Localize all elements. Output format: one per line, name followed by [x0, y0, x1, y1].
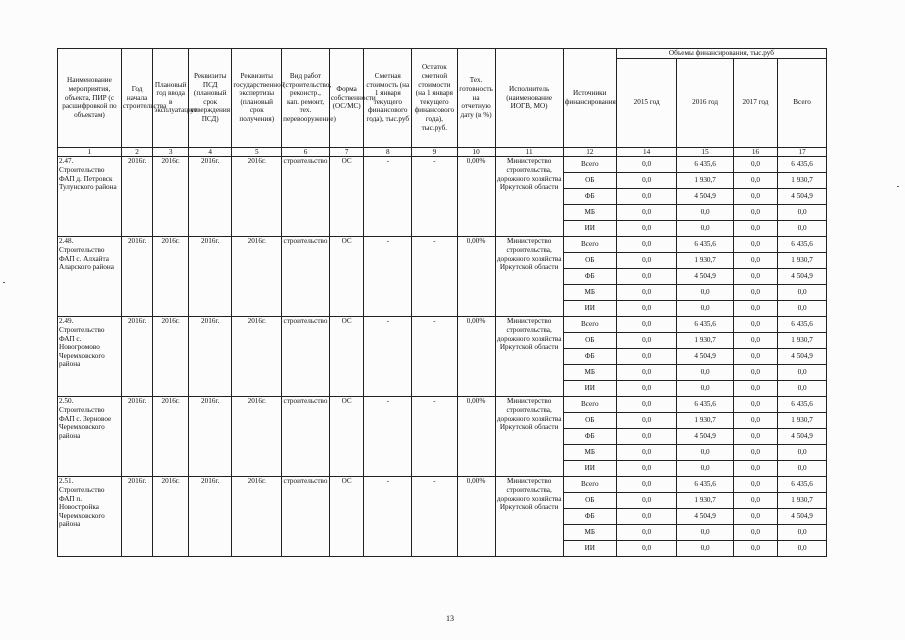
value-2016: 4 504,9: [677, 269, 733, 285]
value-2017: 0,0: [733, 477, 777, 493]
expertise-date: 2016г.: [232, 157, 282, 237]
table-body: [58, 157, 827, 557]
value-2017: 0,0: [733, 493, 777, 509]
column-number: 17: [778, 147, 827, 157]
value-2016: 4 504,9: [677, 349, 733, 365]
value-2015: 0,0: [616, 381, 677, 397]
value-2017: 0,0: [733, 461, 777, 477]
value-2016: 4 504,9: [677, 509, 733, 525]
table-row: [58, 397, 827, 413]
value-total: 6 435,6: [778, 477, 827, 493]
start-year: 2016г.: [121, 157, 152, 237]
value-total: 0,0: [778, 525, 827, 541]
expertise-date: 2016г.: [232, 317, 282, 397]
header-psd: Реквизиты ПСД (плановый срок утверждения ПСД): [189, 49, 232, 148]
value-2015: 0,0: [616, 301, 677, 317]
value-2015: 0,0: [616, 237, 677, 253]
header-ownership: Форма собственности (ОС/МС): [329, 49, 364, 148]
planned-year: 2016г.: [153, 237, 189, 317]
value-total: 1 930,7: [778, 253, 827, 269]
funding-source: МБ: [563, 525, 616, 541]
table-row: [58, 157, 827, 173]
value-2015: 0,0: [616, 493, 677, 509]
page-number: 13: [446, 614, 454, 623]
funding-source: Всего: [563, 397, 616, 413]
readiness: 0,00%: [457, 157, 495, 237]
estimated-cost: -: [364, 397, 412, 477]
header-total: Всего: [778, 58, 827, 147]
column-number: 3: [153, 147, 189, 157]
value-2015: 0,0: [616, 445, 677, 461]
value-2015: 0,0: [616, 365, 677, 381]
funding-source: ИИ: [563, 301, 616, 317]
value-total: 0,0: [778, 221, 827, 237]
expertise-date: 2016г.: [232, 237, 282, 317]
psd-date: 2016г.: [189, 397, 232, 477]
funding-source: МБ: [563, 285, 616, 301]
value-2017: 0,0: [733, 221, 777, 237]
funding-source: ИИ: [563, 221, 616, 237]
value-total: 0,0: [778, 445, 827, 461]
table-row: [58, 237, 827, 253]
funding-source: ФБ: [563, 189, 616, 205]
funding-source: Всего: [563, 317, 616, 333]
start-year: 2016г.: [121, 317, 152, 397]
value-total: 6 435,6: [778, 397, 827, 413]
value-2017: 0,0: [733, 317, 777, 333]
value-2017: 0,0: [733, 349, 777, 365]
column-number: 15: [677, 147, 733, 157]
value-2017: 0,0: [733, 381, 777, 397]
value-2015: 0,0: [616, 189, 677, 205]
header-remaining-cost: Остаток сметной стоимости (на 1 января текущего финансового года), тыс.руб.: [412, 49, 457, 148]
value-2015: 0,0: [616, 269, 677, 285]
executor: Министерство строительства, дорожного хозяйства Иркутской области: [495, 157, 563, 237]
value-2016: 1 930,7: [677, 413, 733, 429]
value-2015: 0,0: [616, 541, 677, 557]
value-2016: 6 435,6: [677, 157, 733, 173]
funding-source: ОБ: [563, 173, 616, 189]
header-executor: Исполнитель (наименование ИОГВ, МО): [495, 49, 563, 148]
value-2015: 0,0: [616, 285, 677, 301]
column-number: 6: [282, 147, 330, 157]
funding-source: ФБ: [563, 349, 616, 365]
value-2015: 0,0: [616, 205, 677, 221]
value-2015: 0,0: [616, 317, 677, 333]
value-total: 4 504,9: [778, 509, 827, 525]
value-2016: 0,0: [677, 461, 733, 477]
financing-table: [57, 48, 827, 557]
ownership: ОС: [329, 157, 364, 237]
value-2016: 1 930,7: [677, 333, 733, 349]
value-2015: 0,0: [616, 477, 677, 493]
ownership: ОС: [329, 477, 364, 557]
value-2016: 1 930,7: [677, 253, 733, 269]
readiness: 0,00%: [457, 317, 495, 397]
value-2017: 0,0: [733, 541, 777, 557]
value-2017: 0,0: [733, 333, 777, 349]
remaining-cost: -: [412, 477, 457, 557]
ownership: ОС: [329, 317, 364, 397]
value-2015: 0,0: [616, 429, 677, 445]
work-type: строительство: [282, 397, 330, 477]
table-row: [58, 317, 827, 333]
header-expertise: Реквизиты государственной экспертизы (плановый срок получения): [232, 49, 282, 148]
object-name: 2.49. Строительство ФАП с. Новогромово Черемховского района: [58, 317, 122, 397]
value-2015: 0,0: [616, 509, 677, 525]
work-type: строительство: [282, 157, 330, 237]
value-2017: 0,0: [733, 237, 777, 253]
value-total: 4 504,9: [778, 269, 827, 285]
value-total: 6 435,6: [778, 237, 827, 253]
psd-date: 2016г.: [189, 317, 232, 397]
value-2016: 0,0: [677, 525, 733, 541]
start-year: 2016г.: [121, 237, 152, 317]
planned-year: 2016г.: [153, 317, 189, 397]
column-number: 2: [121, 147, 152, 157]
value-total: 4 504,9: [778, 349, 827, 365]
remaining-cost: -: [412, 157, 457, 237]
funding-source: Всего: [563, 157, 616, 173]
value-2017: 0,0: [733, 157, 777, 173]
expertise-date: 2016г.: [232, 477, 282, 557]
header-readiness: Тех. готовность на отчетную дату (в %): [457, 49, 495, 148]
header-funding: Объемы финансирования, тыс.руб: [616, 49, 826, 59]
column-number-row: [58, 147, 827, 157]
funding-source: МБ: [563, 445, 616, 461]
funding-source: Всего: [563, 237, 616, 253]
planned-year: 2016г.: [153, 397, 189, 477]
funding-source: ОБ: [563, 333, 616, 349]
column-number: 4: [189, 147, 232, 157]
ownership: ОС: [329, 397, 364, 477]
value-2015: 0,0: [616, 525, 677, 541]
value-2017: 0,0: [733, 429, 777, 445]
object-name: 2.47. Строительство ФАП д. Петровск Тулунского района: [58, 157, 122, 237]
value-2017: 0,0: [733, 445, 777, 461]
value-2016: 0,0: [677, 205, 733, 221]
column-number: 16: [733, 147, 777, 157]
value-total: 4 504,9: [778, 189, 827, 205]
executor: Министерство строительства, дорожного хозяйства Иркутской области: [495, 317, 563, 397]
header-planned-year: Плановый год ввода в эксплуатацию: [153, 49, 189, 148]
value-2016: 0,0: [677, 301, 733, 317]
value-total: 1 930,7: [778, 413, 827, 429]
readiness: 0,00%: [457, 237, 495, 317]
value-total: 1 930,7: [778, 493, 827, 509]
column-number: 14: [616, 147, 677, 157]
value-2016: 1 930,7: [677, 173, 733, 189]
ownership: ОС: [329, 237, 364, 317]
value-2017: 0,0: [733, 189, 777, 205]
value-2016: 0,0: [677, 285, 733, 301]
value-2017: 0,0: [733, 253, 777, 269]
value-total: 6 435,6: [778, 317, 827, 333]
table-header: [58, 49, 827, 157]
planned-year: 2016г.: [153, 477, 189, 557]
value-total: 4 504,9: [778, 429, 827, 445]
remaining-cost: -: [412, 317, 457, 397]
scan-mark-left: [3, 282, 5, 283]
work-type: строительство: [282, 317, 330, 397]
work-type: строительство: [282, 237, 330, 317]
value-2016: 0,0: [677, 541, 733, 557]
value-total: 0,0: [778, 285, 827, 301]
value-2017: 0,0: [733, 413, 777, 429]
estimated-cost: -: [364, 477, 412, 557]
header-sources: Источники финансирования: [563, 49, 616, 148]
value-2015: 0,0: [616, 221, 677, 237]
psd-date: 2016г.: [189, 157, 232, 237]
estimated-cost: -: [364, 157, 412, 237]
executor: Министерство строительства, дорожного хозяйства Иркутской области: [495, 477, 563, 557]
header-name: Наименование мероприятия, объекта, ПИР (с расшифровкой по объектам): [58, 49, 122, 148]
value-2016: 6 435,6: [677, 237, 733, 253]
funding-source: ИИ: [563, 541, 616, 557]
value-2017: 0,0: [733, 509, 777, 525]
value-2015: 0,0: [616, 253, 677, 269]
value-total: 0,0: [778, 205, 827, 221]
estimated-cost: -: [364, 317, 412, 397]
value-total: 1 930,7: [778, 173, 827, 189]
object-name: 2.48. Строительство ФАП с. Алхайта Аларского района: [58, 237, 122, 317]
funding-source: ФБ: [563, 429, 616, 445]
value-2015: 0,0: [616, 173, 677, 189]
start-year: 2016г.: [121, 477, 152, 557]
header-2015: 2015 год: [616, 58, 677, 147]
funding-source: ИИ: [563, 381, 616, 397]
value-2016: 6 435,6: [677, 317, 733, 333]
value-total: 6 435,6: [778, 157, 827, 173]
estimated-cost: -: [364, 237, 412, 317]
psd-date: 2016г.: [189, 237, 232, 317]
executor: Министерство строительства, дорожного хозяйства Иркутской области: [495, 237, 563, 317]
value-2016: 0,0: [677, 365, 733, 381]
value-2016: 4 504,9: [677, 429, 733, 445]
value-2016: 0,0: [677, 381, 733, 397]
header-start-year: Год начала строительства: [121, 49, 152, 148]
start-year: 2016г.: [121, 397, 152, 477]
value-2017: 0,0: [733, 285, 777, 301]
value-2016: 0,0: [677, 445, 733, 461]
value-2015: 0,0: [616, 413, 677, 429]
column-number: 1: [58, 147, 122, 157]
value-total: 0,0: [778, 365, 827, 381]
column-number: 5: [232, 147, 282, 157]
work-type: строительство: [282, 477, 330, 557]
psd-date: 2016г.: [189, 477, 232, 557]
value-2017: 0,0: [733, 365, 777, 381]
funding-source: МБ: [563, 205, 616, 221]
funding-source: ОБ: [563, 413, 616, 429]
object-name: 2.51. Строительство ФАП п. Новостройка Черемховского района: [58, 477, 122, 557]
header-estimated-cost: Сметная стоимость (на 1 января текущего финансового года), тыс.руб: [364, 49, 412, 148]
funding-source: ФБ: [563, 269, 616, 285]
value-2017: 0,0: [733, 397, 777, 413]
value-total: 0,0: [778, 381, 827, 397]
header-2016: 2016 год: [677, 58, 733, 147]
funding-source: ИИ: [563, 461, 616, 477]
object-name: 2.50. Строительство ФАП с. Зерновое Черемховского района: [58, 397, 122, 477]
value-total: 1 930,7: [778, 333, 827, 349]
header-work-type: Вид работ (строительство, реконстр., кап. ремонт, тех. перевооружение): [282, 49, 330, 148]
column-number: 11: [495, 147, 563, 157]
readiness: 0,00%: [457, 397, 495, 477]
value-2016: 6 435,6: [677, 477, 733, 493]
value-2015: 0,0: [616, 461, 677, 477]
funding-source: МБ: [563, 365, 616, 381]
value-2016: 1 930,7: [677, 493, 733, 509]
funding-source: ФБ: [563, 509, 616, 525]
readiness: 0,00%: [457, 477, 495, 557]
value-total: 0,0: [778, 541, 827, 557]
column-number: 10: [457, 147, 495, 157]
funding-source: Всего: [563, 477, 616, 493]
planned-year: 2016г.: [153, 157, 189, 237]
value-2017: 0,0: [733, 525, 777, 541]
funding-source: ОБ: [563, 493, 616, 509]
remaining-cost: -: [412, 397, 457, 477]
value-total: 0,0: [778, 461, 827, 477]
value-2017: 0,0: [733, 205, 777, 221]
value-2015: 0,0: [616, 349, 677, 365]
value-2017: 0,0: [733, 269, 777, 285]
expertise-date: 2016г.: [232, 397, 282, 477]
column-number: 9: [412, 147, 457, 157]
value-2015: 0,0: [616, 397, 677, 413]
column-number: 7: [329, 147, 364, 157]
value-2016: 4 504,9: [677, 189, 733, 205]
value-2017: 0,0: [733, 301, 777, 317]
table-row: [58, 477, 827, 493]
header-2017: 2017 год: [733, 58, 777, 147]
executor: Министерство строительства, дорожного хозяйства Иркутской области: [495, 397, 563, 477]
column-number: 8: [364, 147, 412, 157]
scan-mark-right: [897, 186, 899, 187]
value-2016: 0,0: [677, 221, 733, 237]
value-2015: 0,0: [616, 333, 677, 349]
value-2017: 0,0: [733, 173, 777, 189]
funding-source: ОБ: [563, 253, 616, 269]
value-2015: 0,0: [616, 157, 677, 173]
remaining-cost: -: [412, 237, 457, 317]
value-total: 0,0: [778, 301, 827, 317]
value-2016: 6 435,6: [677, 397, 733, 413]
column-number: 12: [563, 147, 616, 157]
